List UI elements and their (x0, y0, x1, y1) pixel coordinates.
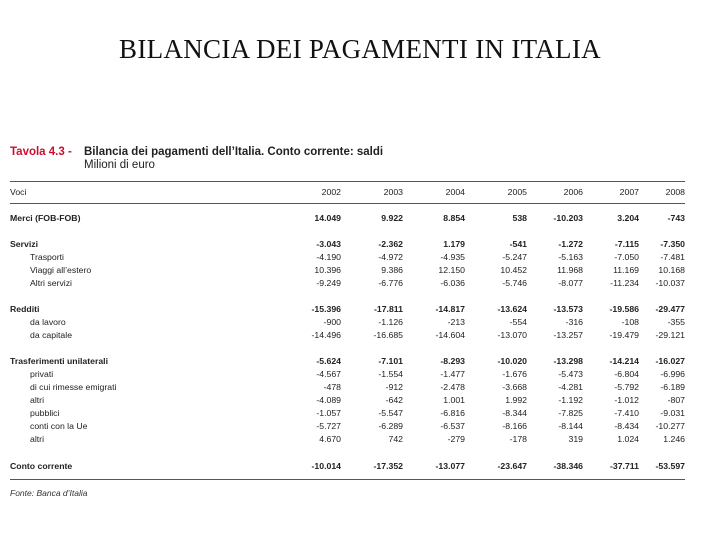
table-cell: -316 (565, 317, 583, 327)
header-label: Voci (10, 187, 27, 197)
table-cell: -1.676 (502, 369, 527, 379)
table-cell: 9.386 (381, 265, 403, 275)
year-header: 2004 (445, 187, 465, 197)
table-cell: -7.825 (558, 408, 583, 418)
table-cell: -13.077 (435, 461, 465, 471)
table-cell: -13.070 (497, 330, 527, 340)
table-row (10, 264, 685, 277)
table-cell: -6.036 (440, 278, 465, 288)
year-header: 2005 (507, 187, 527, 197)
table-cell: -23.647 (497, 461, 527, 471)
table-cell: -8.144 (558, 421, 583, 431)
table-cell: -10.203 (553, 213, 583, 223)
table-header-row (10, 186, 685, 199)
row-label: altri (30, 434, 44, 444)
table-cell: -912 (385, 382, 403, 392)
table-cell: -355 (667, 317, 685, 327)
table-row (10, 303, 685, 316)
table-cell: -10.277 (655, 421, 685, 431)
table-cell: -4.972 (378, 252, 403, 262)
table-cell: 12.150 (438, 265, 465, 275)
table-cell: -1.272 (558, 239, 583, 249)
table-row (10, 381, 685, 394)
table-cell: -7.101 (378, 356, 403, 366)
table-cell: 1.179 (443, 239, 465, 249)
table-cell: -5.247 (502, 252, 527, 262)
table-cell: -178 (509, 434, 527, 444)
table-cell: -10.014 (311, 461, 341, 471)
row-label: Merci (FOB-FOB) (10, 213, 81, 223)
table-cell: -13.298 (553, 356, 583, 366)
year-header: 2007 (619, 187, 639, 197)
table-cell: -108 (621, 317, 639, 327)
row-label: Trasferimenti unilaterali (10, 356, 109, 366)
table-rule-bottom (10, 479, 685, 480)
table-cell: -53.597 (655, 461, 685, 471)
table-cell: -7.410 (614, 408, 639, 418)
row-label: da capitale (30, 330, 73, 340)
table-source: Fonte: Banca d’Italia (10, 488, 88, 498)
table-cell: -29.121 (655, 330, 685, 340)
table-cell: -1.126 (378, 317, 403, 327)
table-cell: -900 (323, 317, 341, 327)
table-cell: 1.024 (617, 434, 639, 444)
table-cell: -37.711 (610, 461, 639, 471)
table-cell: -38.346 (553, 461, 583, 471)
table-cell: 10.168 (658, 265, 685, 275)
table-cell: -279 (447, 434, 465, 444)
table-cell: -13.624 (497, 304, 527, 314)
table-cell: -7.115 (614, 239, 639, 249)
row-label: privati (30, 369, 54, 379)
table-cell: -807 (667, 395, 685, 405)
table-cell: 742 (388, 434, 403, 444)
table-cell: -7.050 (614, 252, 639, 262)
table-cell: -3.043 (316, 239, 341, 249)
table-cell: -13.573 (553, 304, 583, 314)
table-row (10, 329, 685, 342)
table-row (10, 394, 685, 407)
table-cell: -6.816 (440, 408, 465, 418)
table-cell: -2.362 (378, 239, 403, 249)
row-label: di cui rimesse emigrati (30, 382, 117, 392)
table-cell: -2.478 (440, 382, 465, 392)
table-cell: -5.624 (316, 356, 341, 366)
table-cell: 319 (568, 434, 583, 444)
row-label: altri (30, 395, 44, 405)
table-cell: 8.854 (443, 213, 465, 223)
table-cell: -17.811 (374, 304, 403, 314)
table-cell: -14.604 (435, 330, 465, 340)
table-cell: -19.586 (609, 304, 639, 314)
slide-title: BILANCIA DEI PAGAMENTI IN ITALIA (119, 34, 601, 64)
year-header: 2008 (665, 187, 685, 197)
table-cell: -9.249 (316, 278, 341, 288)
table-number: Tavola 4.3 - (10, 146, 72, 158)
table-cell: -1.192 (558, 395, 583, 405)
table-cell: -9.031 (660, 408, 685, 418)
table-cell: -19.479 (609, 330, 639, 340)
table-cell: -4.935 (440, 252, 465, 262)
table-cell: -478 (323, 382, 341, 392)
table-cell: -8.344 (502, 408, 527, 418)
table-cell: -642 (385, 395, 403, 405)
table-row (10, 355, 685, 368)
table-cell: 11.968 (557, 265, 583, 275)
year-header: 2002 (321, 187, 341, 197)
table-cell: -1.057 (316, 408, 341, 418)
table-cell: -5.163 (558, 252, 583, 262)
table-cell: -4.190 (316, 252, 341, 262)
table-cell: -6.996 (660, 369, 685, 379)
table-row (10, 212, 685, 225)
year-header: 2006 (563, 187, 583, 197)
table-cell: -11.234 (610, 278, 639, 288)
row-label: Viaggi all’estero (30, 265, 92, 275)
table-cell: -6.189 (660, 382, 685, 392)
header-rule-bottom (10, 203, 685, 204)
row-label: pubblici (30, 408, 60, 418)
table-cell: 9.922 (381, 213, 403, 223)
table-row (10, 433, 685, 446)
table-cell: -4.567 (316, 369, 341, 379)
table-cell: -541 (509, 239, 527, 249)
table-cell: -13.257 (553, 330, 583, 340)
table-cell: 11.169 (613, 265, 639, 275)
row-label: conti con la Ue (30, 421, 88, 431)
table-cell: 1.001 (443, 395, 465, 405)
table-cell: 3.204 (617, 213, 639, 223)
table-cell: -10.020 (497, 356, 527, 366)
table-cell: -6.776 (378, 278, 403, 288)
table-cell: 1.246 (663, 434, 685, 444)
table-cell: -213 (447, 317, 465, 327)
table-cell: -14.817 (435, 304, 465, 314)
table-cell: -5.727 (316, 421, 341, 431)
table-row (10, 407, 685, 420)
table-cell: -5.473 (558, 369, 583, 379)
row-label: Trasporti (30, 252, 64, 262)
table-cell: -16.027 (655, 356, 685, 366)
row-label: Redditi (10, 304, 40, 314)
table-cell: -15.396 (311, 304, 341, 314)
year-header: 2003 (383, 187, 403, 197)
table-cell: 10.396 (314, 265, 341, 275)
table-cell: -1.012 (614, 395, 639, 405)
table-cell: -8.077 (558, 278, 583, 288)
table-row (10, 460, 685, 473)
table-cell: -4.089 (316, 395, 341, 405)
table-cell: 10.452 (500, 265, 527, 275)
table-title: Bilancia dei pagamenti dell’Italia. Conto corrente: saldi (84, 146, 384, 158)
table-cell: -3.668 (502, 382, 527, 392)
table-cell: -6.289 (378, 421, 403, 431)
table-unit: Milioni di euro (84, 159, 155, 171)
table-cell: -743 (667, 213, 685, 223)
table-cell: -8.166 (502, 421, 527, 431)
table-row (10, 316, 685, 329)
table-cell: 4.670 (319, 434, 341, 444)
table-cell: -6.537 (440, 421, 465, 431)
row-label: Altri servizi (30, 278, 72, 288)
table-cell: -8.293 (440, 356, 465, 366)
table-cell: -14.214 (609, 356, 639, 366)
table-cell: -4.281 (558, 382, 583, 392)
table-cell: -29.477 (655, 304, 685, 314)
table-cell: -7.350 (660, 239, 685, 249)
table-cell: -8.434 (614, 421, 639, 431)
row-label: Conto corrente (10, 461, 73, 471)
row-label: Servizi (10, 239, 39, 249)
table-cell: -5.746 (502, 278, 527, 288)
header-rule-top (10, 181, 685, 182)
table-cell: 1.992 (505, 395, 527, 405)
table-row (10, 277, 685, 290)
table-cell: -7.481 (660, 252, 685, 262)
table-row (10, 420, 685, 433)
table-row (10, 368, 685, 381)
table-cell: -14.496 (311, 330, 341, 340)
row-label: da lavoro (30, 317, 66, 327)
table-cell: -6.804 (614, 369, 639, 379)
table-row (10, 251, 685, 264)
table-cell: -1.477 (440, 369, 465, 379)
table-cell: -17.352 (373, 461, 403, 471)
table-cell: -5.547 (378, 408, 403, 418)
table-cell: -554 (509, 317, 527, 327)
table-cell: -1.554 (378, 369, 403, 379)
table-cell: -16.685 (373, 330, 403, 340)
table-cell: 538 (512, 213, 527, 223)
table-cell: 14.049 (314, 213, 341, 223)
table-cell: -10.037 (655, 278, 685, 288)
table-cell: -5.792 (614, 382, 639, 392)
table-row (10, 238, 685, 251)
